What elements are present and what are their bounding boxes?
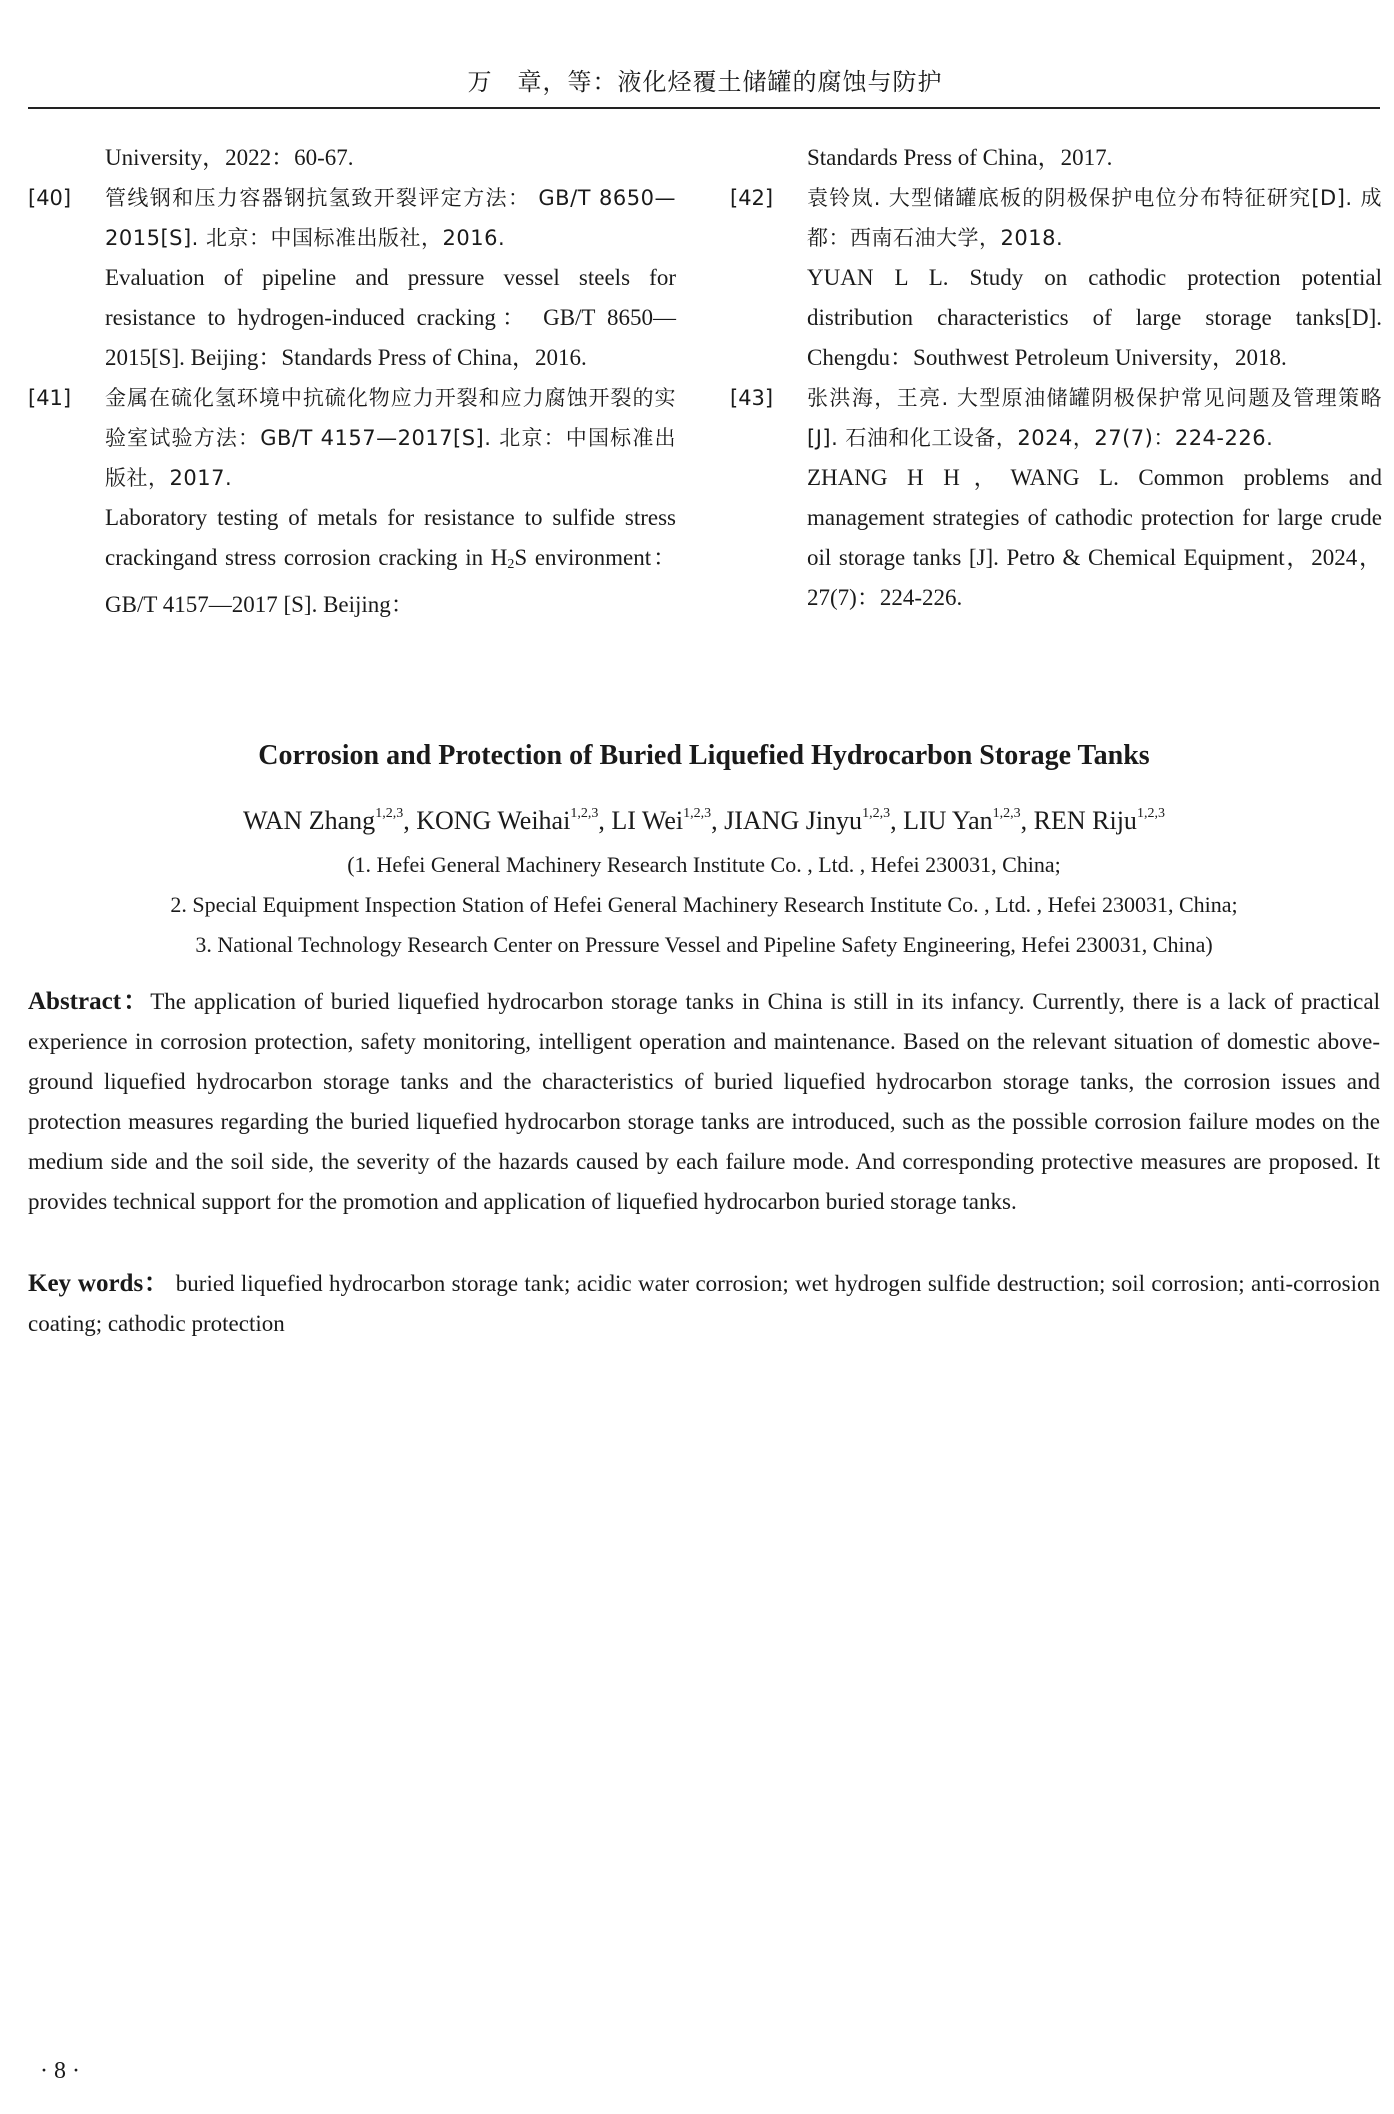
abstract xyxy=(28,982,1380,1222)
reference-chinese: 管线钢和压力容器钢抗氢致开裂评定方法： GB/T 8650—2015[S]. 北京：中国标准出版社，2016. xyxy=(105,186,676,250)
author-name: LIU Yan xyxy=(903,806,993,835)
references-right-column xyxy=(730,138,1382,618)
reference-number: [40] xyxy=(28,186,72,210)
reference-english xyxy=(105,498,676,625)
author xyxy=(903,806,1021,835)
page-number: · 8 · xyxy=(40,2058,80,2084)
reference-english-part: S environment： GB/T 4157—2017 [S]. Beijing： xyxy=(105,545,676,617)
author-affiliation-marker: 1,2,3 xyxy=(570,806,599,821)
reference-continuation: Standards Press of China，2017. xyxy=(807,145,1113,170)
reference-english-part: Laboratory testing of metals for resistance to sulfide stress crackingand stress corrosion cracking in H xyxy=(105,505,676,570)
english-title: Corrosion and Protection of Buried Liquefied Hydrocarbon Storage Tanks xyxy=(258,740,1150,771)
subscript: 2 xyxy=(507,557,515,572)
reference-chinese: 金属在硫化氢环境中抗硫化物应力开裂和应力腐蚀开裂的实验室试验方法：GB/T 4157—2017[S]. 北京：中国标准出版社，2017. xyxy=(105,386,676,490)
reference-number: [42] xyxy=(730,186,774,210)
author-affiliation-marker: 1,2,3 xyxy=(375,806,404,821)
reference-43 xyxy=(730,378,1382,618)
keywords-text: buried liquefied hydrocarbon storage tank; acidic water corrosion; wet hydrogen sulfide destruction; soil corrosion; anti-corrosion coating; cathodic protection xyxy=(28,1271,1381,1336)
reference-42 xyxy=(730,178,1382,378)
affiliation-2: 2. Special Equipment Inspection Station of Hefei General Machinery Research Institute Co. , Ltd. , Hefei 230031, China; xyxy=(170,892,1238,917)
reference-english: Evaluation of pipeline and pressure vessel steels for resistance to hydrogen-induced cracking： GB/T 8650—2015[S]. Beijing：Standards Press of China，2016. xyxy=(105,265,676,370)
running-header: 万 章，等：液化烃覆土储罐的腐蚀与防护 xyxy=(467,68,943,96)
author xyxy=(416,806,598,835)
author xyxy=(724,806,890,835)
author-affiliation-marker: 1,2,3 xyxy=(683,806,712,821)
header-rule xyxy=(28,107,1380,109)
reference-chinese: 袁铃岚. 大型储罐底板的阴极保护电位分布特征研究[D]. 成都：西南石油大学，2018. xyxy=(807,186,1382,250)
keywords xyxy=(28,1264,1380,1344)
author-name: WAN Zhang xyxy=(243,806,376,835)
keywords-label: Key words： xyxy=(28,1270,170,1297)
reference-number: [43] xyxy=(730,386,774,410)
author xyxy=(611,806,711,835)
references-left-column xyxy=(28,138,676,625)
reference-41 xyxy=(28,378,676,625)
author-name: REN Riju xyxy=(1033,806,1137,835)
reference-40 xyxy=(28,178,676,378)
reference-english: ZHANG H H，WANG L. Common problems and management strategies of cathodic protection for large crude oil storage tanks [J]. Petro & Chemical Equipment，2024，27(7)：224-226. xyxy=(807,465,1382,610)
reference-number: [41] xyxy=(28,386,72,410)
author xyxy=(1034,806,1165,835)
author-name: KONG Weihai xyxy=(416,806,571,835)
author-affiliation-marker: 1,2,3 xyxy=(992,806,1021,821)
author-list: WAN Zhang$^{1,2,3}$, KONG Weihai$^{1,2,3}$, LI Wei$^{1,2,3}$, JIANG Jinyu$^{1,2,3}$, LIU Yan$^{1,2,3}$, REN Riju$^{1,2,3}$ xyxy=(243,806,1165,835)
author-affiliation-marker: 1,2,3 xyxy=(862,806,891,821)
author-name: JIANG Jinyu xyxy=(724,806,863,835)
abstract-text: The application of buried liquefied hydrocarbon storage tanks in China is still in its infancy. Currently, there is a lack of practical experience in corrosion protection, safety monitoring, intelligent operation and maintenance. Based on the relevant situation of domestic above-ground liquefied hydrocarbon storage tanks and the characteristics of buried liquefied hydrocarbon storage tanks, the corrosion issues and protection measures regarding the buried liquefied hydrocarbon storage tanks are introduced, such as the possible corrosion failure modes on the medium side and the soil side, the severity of the hazards caused by each failure mode. And corresponding protective measures are proposed. It provides technical support for the promotion and application of liquefied hydrocarbon buried storage tanks. xyxy=(28,989,1380,1214)
reference-continuation: University，2022：60-67. xyxy=(105,145,354,170)
author xyxy=(243,806,403,835)
author-name: LI Wei xyxy=(611,806,684,835)
author-affiliation-marker: 1,2,3 xyxy=(1136,806,1165,821)
reference-english: YUAN L L. Study on cathodic protection potential distribution characteristics of large storage tanks[D]. Chengdu：Southwest Petroleum University，2018. xyxy=(807,265,1382,370)
affiliation-3: 3. National Technology Research Center on Pressure Vessel and Pipeline Safety Engineering, Hefei 230031, China) xyxy=(195,932,1213,957)
reference-chinese: 张洪海，王亮. 大型原油储罐阴极保护常见问题及管理策略[J]. 石油和化工设备，2024，27(7)：224-226. xyxy=(807,386,1382,450)
affiliation-1: (1. Hefei General Machinery Research Institute Co. , Ltd. , Hefei 230031, China; xyxy=(347,852,1061,877)
abstract-label: Abstract： xyxy=(28,988,151,1015)
